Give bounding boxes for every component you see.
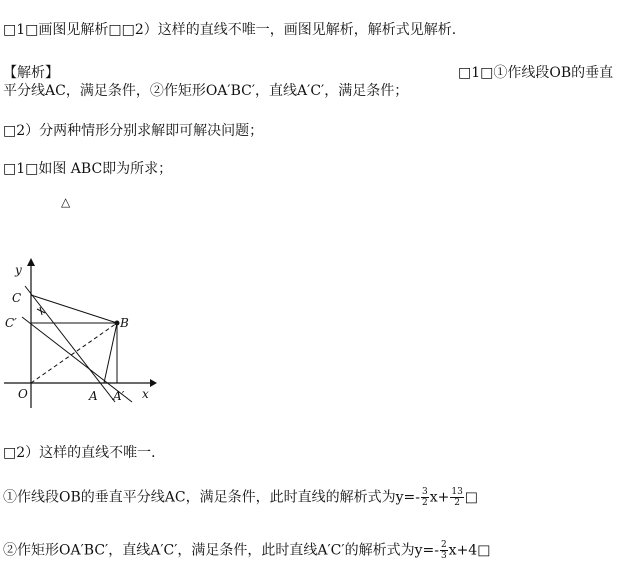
case2-text: ②作矩形OA′BC′，直线A′C′，满足条件，此时直线A′C′的解析式为y=-	[3, 542, 439, 559]
x-axis-arrow-icon	[150, 379, 157, 387]
label-o: O	[18, 387, 28, 401]
case2-end: x+4□	[448, 542, 491, 559]
coordinate-diagram	[0, 258, 170, 413]
header-line: □1□画图见解析□□2）这样的直线不唯一，画图见解析，解析式见解析.	[3, 22, 457, 38]
part1-answer: □1□如图 ABC即为所求；	[3, 161, 173, 177]
case1-line	[3, 487, 478, 508]
case1-end: □	[464, 489, 479, 506]
triangle-symbol: △	[61, 195, 71, 209]
case1-mid: x+	[429, 489, 450, 506]
case1-fraction-2: $\frac{13}{2}$	[451, 487, 463, 508]
y-axis-arrow-icon	[27, 258, 35, 266]
label-x: x	[142, 387, 149, 401]
case1-text: ①作线段OB的垂直平分线AC，满足条件，此时直线的解析式为y=-	[3, 489, 420, 506]
part2-answer: □2）这样的直线不唯一．	[3, 445, 166, 461]
part2-intro: □2）分两种情形分别求解即可解决问题；	[3, 123, 264, 139]
label-a-prime: A′	[113, 389, 125, 403]
case2-fraction: $\frac{2}{3}$	[440, 540, 447, 561]
label-c: C	[12, 291, 22, 305]
case1-fraction-1: $\frac{3}{2}$	[421, 487, 428, 508]
segment-o-b-dashed	[31, 323, 117, 383]
case2-line	[3, 540, 490, 561]
label-a: A	[89, 389, 98, 403]
line-ca	[25, 286, 115, 402]
analysis-line-2: 平分线AC，满足条件，②作矩形OA′BC′，直线A′C′，满足条件；	[3, 83, 409, 99]
segment-c-b	[31, 295, 117, 323]
point-b	[115, 321, 120, 326]
label-b: B	[120, 316, 129, 330]
analysis-right: □1□①作线段OB的垂直	[458, 65, 614, 81]
analysis-label: 【解析】	[3, 65, 59, 81]
label-c-prime: C′	[5, 316, 17, 330]
segment-b-a	[104, 323, 117, 383]
label-y: y	[15, 263, 22, 277]
